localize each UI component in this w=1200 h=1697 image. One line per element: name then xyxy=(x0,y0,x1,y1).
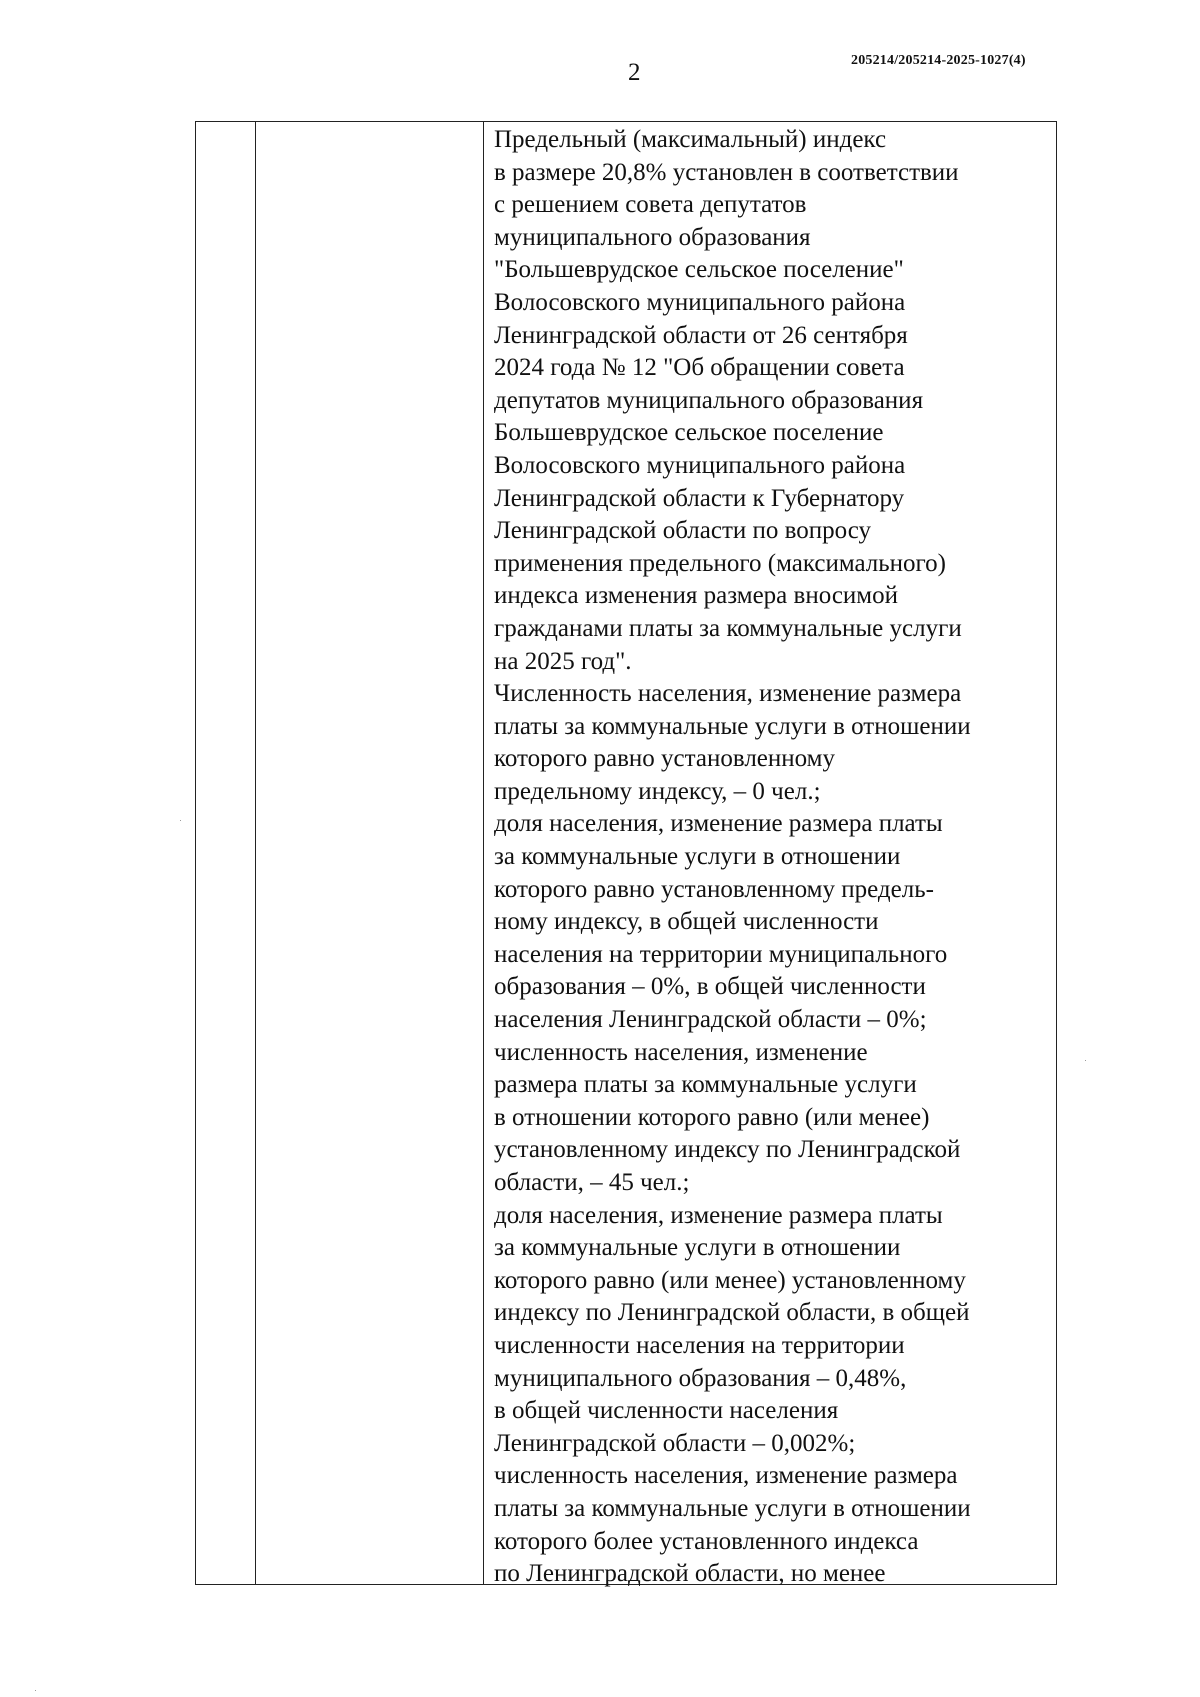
column-divider-2 xyxy=(483,122,484,1584)
text-line: "Большеврудское сельское поселение" xyxy=(494,256,904,284)
text-line: доля населения, изменение размера платы xyxy=(494,1201,943,1229)
text-line: которого равно установленному предель- xyxy=(494,875,934,903)
text-line: населения Ленинградской области – 0%; xyxy=(494,1006,927,1034)
text-line: платы за коммунальные услуги в отношении xyxy=(494,1494,971,1522)
text-line: населения на территории муниципального xyxy=(494,940,948,968)
text-line: муниципального образования xyxy=(494,223,811,251)
text-line: в общей численности населения xyxy=(494,1397,839,1425)
text-line: численности населения на территории xyxy=(494,1331,905,1359)
text-line: ному индексу, в общей численности xyxy=(494,908,879,936)
scan-artifact xyxy=(1085,1060,1086,1061)
text-line: платы за коммунальные услуги в отношении xyxy=(494,712,971,740)
text-line: Большеврудское сельское поселение xyxy=(494,419,884,447)
text-line: индекса изменения размера вносимой xyxy=(494,582,899,610)
table-cell-text xyxy=(494,124,1054,1591)
scan-artifact xyxy=(35,1690,36,1691)
text-line: численность населения, изменение xyxy=(494,1038,868,1066)
text-line: Ленинградской области от 26 сентября xyxy=(494,321,908,349)
text-line: которого равно установленному xyxy=(494,745,836,773)
scan-artifact xyxy=(180,820,181,821)
column-divider-1 xyxy=(255,122,256,1584)
text-line: численность населения, изменение размера xyxy=(494,1462,958,1490)
text-line: Волосовского муниципального района xyxy=(494,451,906,479)
text-line: применения предельного (максимального) xyxy=(494,549,947,577)
text-line: гражданами платы за коммунальные услуги xyxy=(494,614,962,642)
text-line: за коммунальные услуги в отношении xyxy=(494,843,901,871)
text-line: Ленинградской области – 0,002%; xyxy=(494,1429,856,1457)
text-line: области, – 45 чел.; xyxy=(494,1169,690,1196)
text-line: за коммунальные услуги в отношении xyxy=(494,1234,901,1262)
text-line: образования – 0%, в общей численности xyxy=(494,973,926,1001)
text-line: Предельный (максимальный) индекс xyxy=(494,126,887,153)
text-line: установленному индексу по Ленинградской xyxy=(494,1136,961,1164)
text-line: по Ленинградской области, но менее xyxy=(494,1560,886,1588)
text-line: в отношении которого равно (или менее) xyxy=(494,1103,930,1131)
text-line: муниципального образования – 0,48%, xyxy=(494,1364,907,1392)
text-line: индексу по Ленинградской области, в общей xyxy=(494,1299,970,1327)
text-line: предельному индексу, – 0 чел.; xyxy=(494,777,821,805)
text-line: Ленинградской области к Губернатору xyxy=(494,484,905,512)
text-line: которого более установленного индекса xyxy=(494,1527,919,1555)
document-table xyxy=(195,121,1057,1588)
text-line: 2024 года № 12 "Об обращении совета xyxy=(494,354,905,382)
text-line: Ленинградской области по вопросу xyxy=(494,517,872,545)
text-line: размера платы за коммунальные услуги xyxy=(494,1071,917,1099)
page-number: 2 xyxy=(628,59,641,86)
text-line: Численность населения, изменение размера xyxy=(494,680,962,708)
text-line: в размере 20,8% установлен в соответствии xyxy=(494,158,959,186)
text-line: доля населения, изменение размера платы xyxy=(494,810,943,838)
document-id: 205214/205214-2025-1027(4) xyxy=(851,53,1026,68)
text-line: депутатов муниципального образования xyxy=(494,386,924,414)
text-line: на 2025 год". xyxy=(494,647,632,675)
text-line: которого равно (или менее) установленному xyxy=(494,1266,966,1294)
text-line: с решением совета депутатов xyxy=(494,191,807,219)
text-line: Волосовского муниципального района xyxy=(494,288,906,316)
